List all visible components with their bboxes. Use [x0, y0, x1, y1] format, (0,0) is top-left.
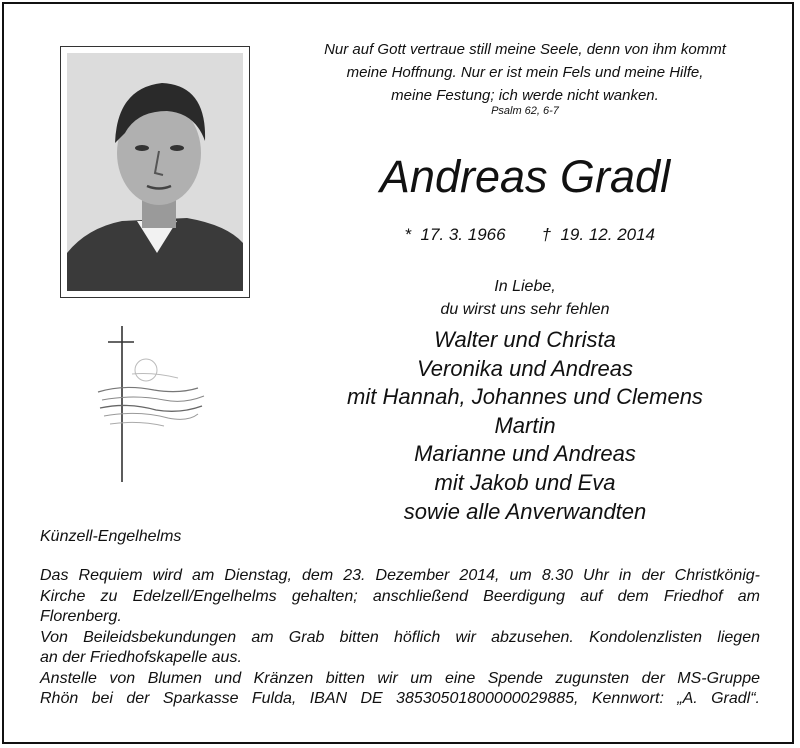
birth-date: * 17. 3. 1966 [404, 225, 506, 244]
mourner-line: sowie alle Anverwandten [403, 498, 647, 524]
notice-line: Das Requiem wird am Dienstag, dem 23. Dezember 2014, um 8.30 Uhr in der Christkönig- [40, 567, 760, 584]
notice-line: Kirche zu Edelzell/Engelhelms gehalten; anschließend Beerdigung auf dem Friedhof am [40, 587, 760, 605]
portrait-photo [67, 53, 243, 291]
psalm-quote [290, 38, 760, 107]
mourner-line: Walter und Christa [434, 327, 616, 352]
place-of-residence: Künzell-Engelhelms [40, 528, 182, 545]
mourner-line: Veronika und Andreas [416, 355, 634, 381]
funeral-details [40, 566, 760, 710]
life-dates [290, 205, 760, 245]
dedication [290, 275, 760, 321]
cross-landscape-illustration [94, 322, 214, 484]
dedication-line: In Liebe, [494, 278, 556, 295]
requiem-notice [40, 566, 760, 628]
portrait-frame [60, 46, 250, 298]
psalm-line: Nur auf Gott vertraue still meine Seele, denn von ihm kommt [324, 41, 726, 58]
notice-line: Florenberg. [40, 608, 122, 625]
mourner-line: Martin [494, 412, 556, 438]
notice-line: an der Friedhofskapelle aus. [40, 649, 242, 666]
dedication-line: du wirst uns sehr fehlen [440, 301, 610, 318]
mourner-line: mit Hannah, Johannes und Clemens [347, 384, 703, 410]
notice-line: Von Beileidsbekundungen am Grab bitten höflich wir abzusehen. Kondolenzlisten liegen [40, 628, 760, 646]
condolence-notice [40, 628, 760, 669]
mourner-line: mit Jakob und Eva [434, 469, 616, 495]
mourners-list [290, 326, 760, 526]
notice-line: Rhön bei der Sparkasse Fulda, IBAN DE 38530501800000029885, Kennwort: „A. Gradl“. [40, 690, 760, 707]
psalm-reference: Psalm 62, 6-7 [491, 105, 559, 117]
psalm-line: meine Hoffnung. Nur er ist mein Fels und meine Hilfe, [346, 64, 704, 81]
psalm-line: meine Festung; ich werde nicht wanken. [391, 87, 659, 104]
mourner-line: Marianne und Andreas [414, 441, 636, 467]
death-date: † 19. 12. 2014 [541, 225, 656, 244]
notice-line: Anstelle von Blumen und Kränzen bitten wir um eine Spende zugunsten der MS-Gruppe [40, 669, 760, 687]
donation-notice [40, 669, 760, 710]
deceased-name: Andreas Gradl [379, 151, 671, 202]
